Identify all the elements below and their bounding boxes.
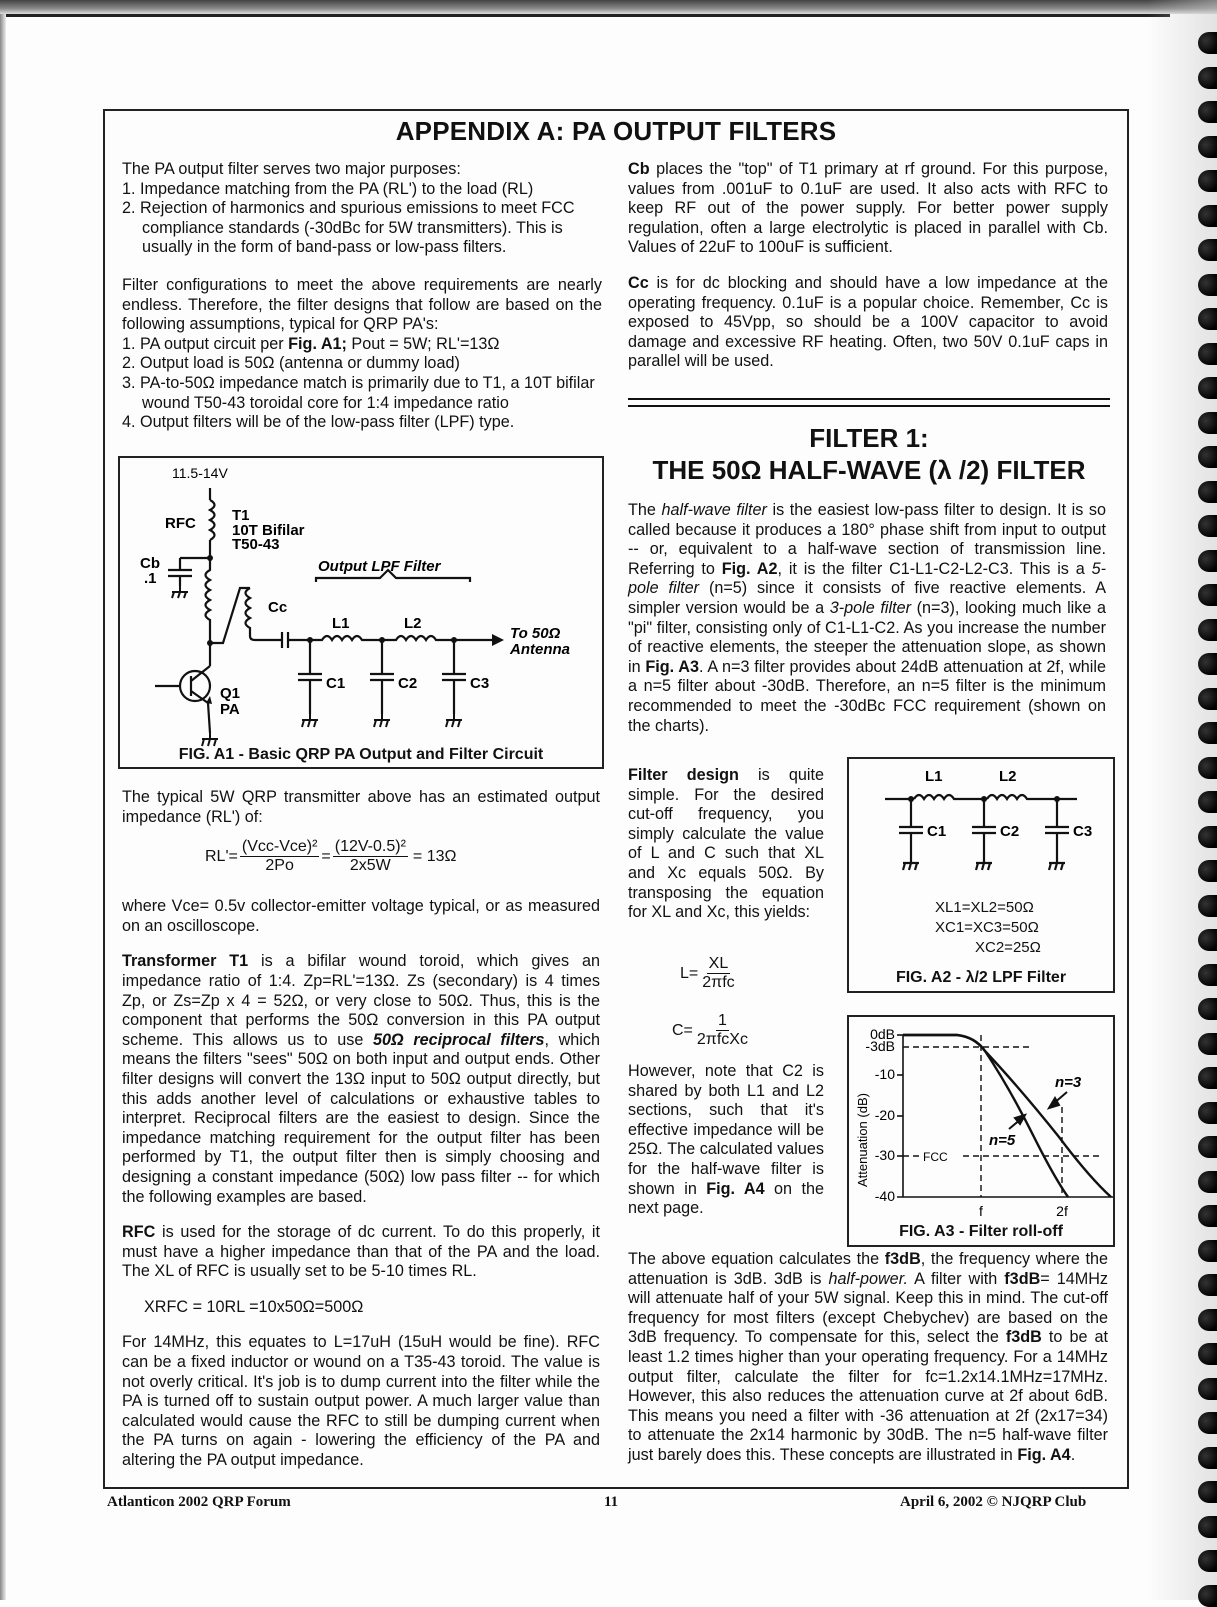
figure-a2 (847, 757, 1115, 993)
page-top-border (0, 14, 1170, 17)
binding-coil-icon (1198, 446, 1217, 468)
c-equation: C= $\frac{1}{\text{2πfcXc}}$ (672, 1012, 748, 1048)
rolloff-chart (849, 1017, 1113, 1223)
svg-text:C1: C1 (927, 823, 947, 840)
svg-text:T50-43: T50-43 (232, 536, 280, 553)
binding-coil-icon (1198, 1033, 1217, 1055)
f3db-paragraph: The above equation calculates the f3dB, the frequency where the attenuation is 3dB. 3dB is half-power. A filter with f3dB= 14MHz will attenuate half of your 5W signal. Keep this in mind. The cut-off frequency for most filters (except Chebychev) are based on the 3dB frequency. To compensate for this, select the f3dB to be at least 1.2 times higher than your operating frequency. For a 14MHz output filter, calculate the filter for fc=1.2x14.1MHz=17MHz. However, this also reduces the attenuation curve at 2f about 6dB. This means you need a filter with -36 attenuation at 2f (2x17=34) to attenuate the 2x14 harmonic by 30dB. The n=5 half-wave filter just barely does this. These concepts are illustrated in Fig. A4. (628, 1250, 1108, 1464)
svg-text:10T Bifilar: 10T Bifilar (232, 522, 305, 539)
design-paragraph: Filter design is quite simple. For the desired cut-off frequency, you simply calculate the value of L and C such that XL and Xc equals 50Ω. By transposing the equation for XL and Xc, this yields: (628, 766, 824, 922)
svg-text:L2: L2 (999, 768, 1017, 785)
svg-text:L1: L1 (925, 768, 943, 785)
typical-paragraph: The typical 5W QRP transmitter above has an estimated output impedance (RL') of: (122, 788, 600, 826)
svg-text:f: f (979, 1203, 983, 1219)
scan-top-edge (0, 0, 1217, 14)
svg-text:L2: L2 (404, 615, 422, 632)
svg-text:n=3: n=3 (1055, 1074, 1082, 1091)
filter1-subtitle: THE 50Ω HALF-WAVE (λ /2) FILTER (652, 455, 1086, 485)
binding-coil-icon (1198, 1585, 1217, 1607)
cc-paragraph: Cc is for dc blocking and should have a low impedance at the operating frequency. 0.1uF is a popular choice. Remember, Cc is exposed to 45Vpp, so should be a 100V capacitor to avoid damage and excessive RF heating. Often, two 50V 0.1uF caps in parallel will be used. (628, 273, 1108, 371)
svg-text:FCC: FCC (923, 1150, 948, 1164)
assumption-item: 3. PA-to-50Ω impedance match is primarily due to T1, a 10T bifilar wound T50-43 toroidal core for 1:4 impedance ratio (122, 373, 595, 412)
svg-text:RFC: RFC (165, 515, 196, 532)
figure-a3-caption: FIG. A3 - Filter roll-off (899, 1223, 1063, 1240)
l-equation: L= $\frac{XL}{\text{2πfc}}$ (680, 955, 735, 991)
binding-coil-icon (1198, 1136, 1217, 1158)
reactance-eq-3: XC2=25Ω (975, 939, 1041, 956)
purpose-item: 1. Impedance matching from the PA (RL') to the load (RL) (122, 179, 534, 198)
svg-text:-3dB: -3dB (865, 1038, 895, 1054)
svg-text:11.5-14V: 11.5-14V (172, 465, 228, 481)
binding-coil-icon (1198, 32, 1217, 54)
binding-coil-icon (1198, 1102, 1217, 1124)
binding-coil-icon (1198, 1447, 1217, 1469)
n3-curve (903, 1035, 1111, 1197)
page-number: 11 (604, 1494, 619, 1510)
design-column (628, 766, 824, 923)
svg-text:T1: T1 (232, 507, 250, 524)
svg-text:C2: C2 (398, 675, 418, 692)
svg-text:n=5: n=5 (989, 1132, 1016, 1149)
svg-text:-40: -40 (874, 1188, 895, 1204)
ground-symbols (172, 586, 462, 746)
halfwave-section (628, 501, 1106, 752)
section-divider (628, 398, 1110, 407)
binding-coil-icon (1198, 1378, 1217, 1400)
binding-coil-icon (1198, 1171, 1217, 1193)
binding-coil-icon (1198, 205, 1217, 227)
binding-coil-icon (1198, 1309, 1217, 1331)
binding-coil-icon (1198, 964, 1217, 986)
svg-text:0dB: 0dB (870, 1026, 895, 1042)
binding-coil-icon (1198, 170, 1217, 192)
binding-coil-icon (1198, 929, 1217, 951)
binding-coil-icon (1198, 67, 1217, 89)
binding-coil-icon (1198, 136, 1217, 158)
svg-text:Q1: Q1 (220, 685, 241, 702)
binding-coil-icon (1198, 1481, 1217, 1503)
filter1-title: FILTER 1: (809, 423, 929, 453)
binding-coil-icon (1198, 688, 1217, 710)
binding-coil-icon (1198, 1343, 1217, 1365)
figure-a1 (118, 456, 604, 769)
reactance-eq-2: XC1=XC3=50Ω (935, 919, 1039, 936)
binding-coil-icon (1198, 308, 1217, 330)
binding-coil-icon (1198, 584, 1217, 606)
svg-text:Antenna: Antenna (510, 641, 570, 658)
purposes-list (122, 180, 602, 258)
cb-paragraph: Cb places the "top" of T1 primary at rf ground. For this purpose, values from .001uF to 0.1uF are used. It also acts with RFC to keep RF out of the power supply. For better power supply regulation, often a large electrolytic is placed in parallel with Cb. Values of 22uF to 100uF is sufficient. (628, 160, 1108, 257)
binding-coil-icon (1198, 481, 1217, 503)
reactance-eq-1: XL1=XL2=50Ω (935, 899, 1034, 916)
mhz-paragraph: For 14MHz, this equates to L=17uH (15uH would be fine). RFC can be a fixed inductor or wound on a T35-43 toroid. The value is not overly critical. It's job is to dump current into the filter while the PA is turned off to sustain output power. A much larger value than calculated would cause the RFC to still be dumping current when the PA turns on again - lowering the efficiency of the PA and altering the PA output impedance. (122, 1333, 600, 1470)
binding-coil-icon (1198, 1205, 1217, 1227)
rfc-paragraph: RFC is used for the storage of dc current. To do this properly, it must have a higher impedance than that of the PA and the load. The XL of RFC is usually set to be 5-10 times RL. (122, 1223, 600, 1281)
binding-coil-icon (1198, 757, 1217, 779)
binding-coil-icon (1198, 722, 1217, 744)
binding-coil-icon (1198, 1516, 1217, 1538)
svg-text:2f: 2f (1056, 1203, 1068, 1219)
binding-coil-icon (1198, 895, 1217, 917)
left-column-intro (122, 160, 602, 433)
assumption-item: 1. PA output circuit per Fig. A1; Pout = 5W; RL'=13Ω (122, 334, 500, 353)
pa-circuit-schematic (120, 458, 602, 758)
binding-coil-icon (1198, 377, 1217, 399)
purpose-item: 2. Rejection of harmonics and spurious emissions to meet FCC compliance standards (-30dBc for 5W transmitters). This is usually in the form of band-pass or low-pass filters. (122, 199, 575, 257)
binding-coil-icon (1198, 550, 1217, 572)
binding-coil-icon (1198, 653, 1217, 675)
binding-coil-icon (1198, 998, 1217, 1020)
scan-left-edge (0, 14, 6, 1600)
binding-coil-icon (1198, 791, 1217, 813)
binding-coil-icon (1198, 1240, 1217, 1262)
binding-coil-icon (1198, 619, 1217, 641)
xrfc-equation: XRFC = 10RL =10x50Ω=500Ω (144, 1297, 364, 1316)
binding-coil-icon (1198, 860, 1217, 882)
svg-text:.1: .1 (144, 570, 157, 587)
t1-paragraph: Transformer T1 is a bifilar wound toroid, which gives an impedance ratio of 1:4. Zp=RL'=13Ω. Zs (secondary) is 4 times Zp, or Zs=Zp x 4 = 52Ω, or very close to 50Ω. Thus, this is the component that performs the 50Ω conversion in this PA output scheme. This allows us to use 50Ω reciprocal filters, which means the filters "sees" 50Ω on both input and output ends. Other filter designs will convert the 13Ω input to 50Ω output directly, but this adds another level of calculations or exhaustive tables to interpret. Reciprocal filters are the easiest to design. Since the impedance matching requirement for the output filter has been performed by T1, the output filter then is simply choosing and designing a constant impedance (50Ω) low pass filter -- for which the following examples are based. (122, 952, 600, 1206)
svg-text:Cc: Cc (268, 599, 288, 616)
binding-coil-icon (1198, 1067, 1217, 1089)
svg-text:L1: L1 (332, 615, 350, 632)
binding-coil-icon (1198, 826, 1217, 848)
vce-paragraph: where Vce= 0.5v collector-emitter voltage typical, or as measured on an oscilloscope. (122, 897, 600, 935)
rl-equation: RL'= $\frac{\text{(Vcc-Vce)²}}{2Po}$ = $\frac{\text{(12V-0.5)²}}{2x5W}$ = 13Ω (205, 838, 457, 874)
svg-text:Cb: Cb (140, 555, 160, 572)
configs-paragraph: Filter configurations to meet the above requirements are nearly endless. Therefore, the filter designs that follow are based on the following assumptions, typical for QRP PA's: (122, 275, 602, 334)
binding-coil-icon (1198, 1412, 1217, 1434)
f3db-section (628, 1250, 1108, 1482)
lpf-schematic (849, 759, 1113, 909)
svg-text:To 50Ω: To 50Ω (510, 625, 561, 642)
binding-coil-icon (1198, 101, 1217, 123)
svg-text:C3: C3 (1073, 823, 1093, 840)
svg-text:Attenuation (dB): Attenuation (dB) (855, 1093, 870, 1187)
right-column-top (628, 160, 1108, 388)
binding-coil-icon (1198, 239, 1217, 261)
svg-text:PA: PA (220, 701, 240, 718)
binding-coil-icon (1198, 1274, 1217, 1296)
svg-text:-30: -30 (874, 1147, 895, 1163)
binding-coil-icon (1198, 515, 1217, 537)
binding-coil-icon (1198, 274, 1217, 296)
figure-a2-caption: FIG. A2 - λ/2 LPF Filter (895, 969, 1067, 986)
figure-a1-caption: FIG. A1 - Basic QRP PA Output and Filter Circuit (178, 746, 544, 763)
figure-a3 (847, 1015, 1115, 1247)
however-paragraph: However, note that C2 is shared by both L1 and L2 sections, such that it's effective impedance will be 25Ω. The calculated values for the half-wave filter is shown in Fig. A4 on the next page. (628, 1062, 824, 1218)
svg-text:-20: -20 (874, 1107, 895, 1123)
page-title: APPENDIX A: PA OUTPUT FILTERS (395, 116, 837, 146)
purposes-intro: The PA output filter serves two major purposes: (122, 160, 461, 178)
svg-text:C3: C3 (470, 675, 490, 692)
binding-coil-icon (1198, 412, 1217, 434)
assumption-item: 2. Output load is 50Ω (antenna or dummy load) (122, 354, 460, 373)
halfwave-paragraph: The half-wave filter is the easiest low-pass filter to design. It is so called because it produces a 180° phase shift from input to output -- or, equivalent to a half-wave section of transmission line. Referring to Fig. A2, it is the filter C1-L1-C2-L2-C3. This is a 5-pole filter (n=5) since it consists of five reactive elements. A simpler version would be a 3-pole filter (n=3), looking much like a "pi" filter, consisting only of C1-L1-C2. As you increase the number of reactive elements, the steeper the attenuation slope, as shown in Fig. A3. A n=3 filter provides about 24dB attenuation at 2f, while a n=5 filter about -30dB. Therefore, an n=5 filter is the minimum recommended to meet the -30dBc FCC requirement (shown on the charts). (628, 501, 1106, 735)
binding-coil-icon (1198, 1550, 1217, 1572)
svg-text:Output LPF Filter: Output LPF Filter (318, 558, 441, 575)
binding-coil-icon (1198, 343, 1217, 365)
footer-right: April 6, 2002 © NJQRP Club (900, 1494, 1087, 1510)
however-column (628, 1062, 824, 1235)
svg-text:C2: C2 (1000, 823, 1020, 840)
svg-text:C1: C1 (326, 675, 346, 692)
footer-left: Atlanticon 2002 QRP Forum (107, 1494, 291, 1510)
assumptions-list (122, 335, 602, 433)
assumption-item: 4. Output filters will be of the low-pass filter (LPF) type. (122, 413, 515, 432)
svg-text:-10: -10 (874, 1066, 895, 1082)
left-column-body (122, 788, 600, 1487)
